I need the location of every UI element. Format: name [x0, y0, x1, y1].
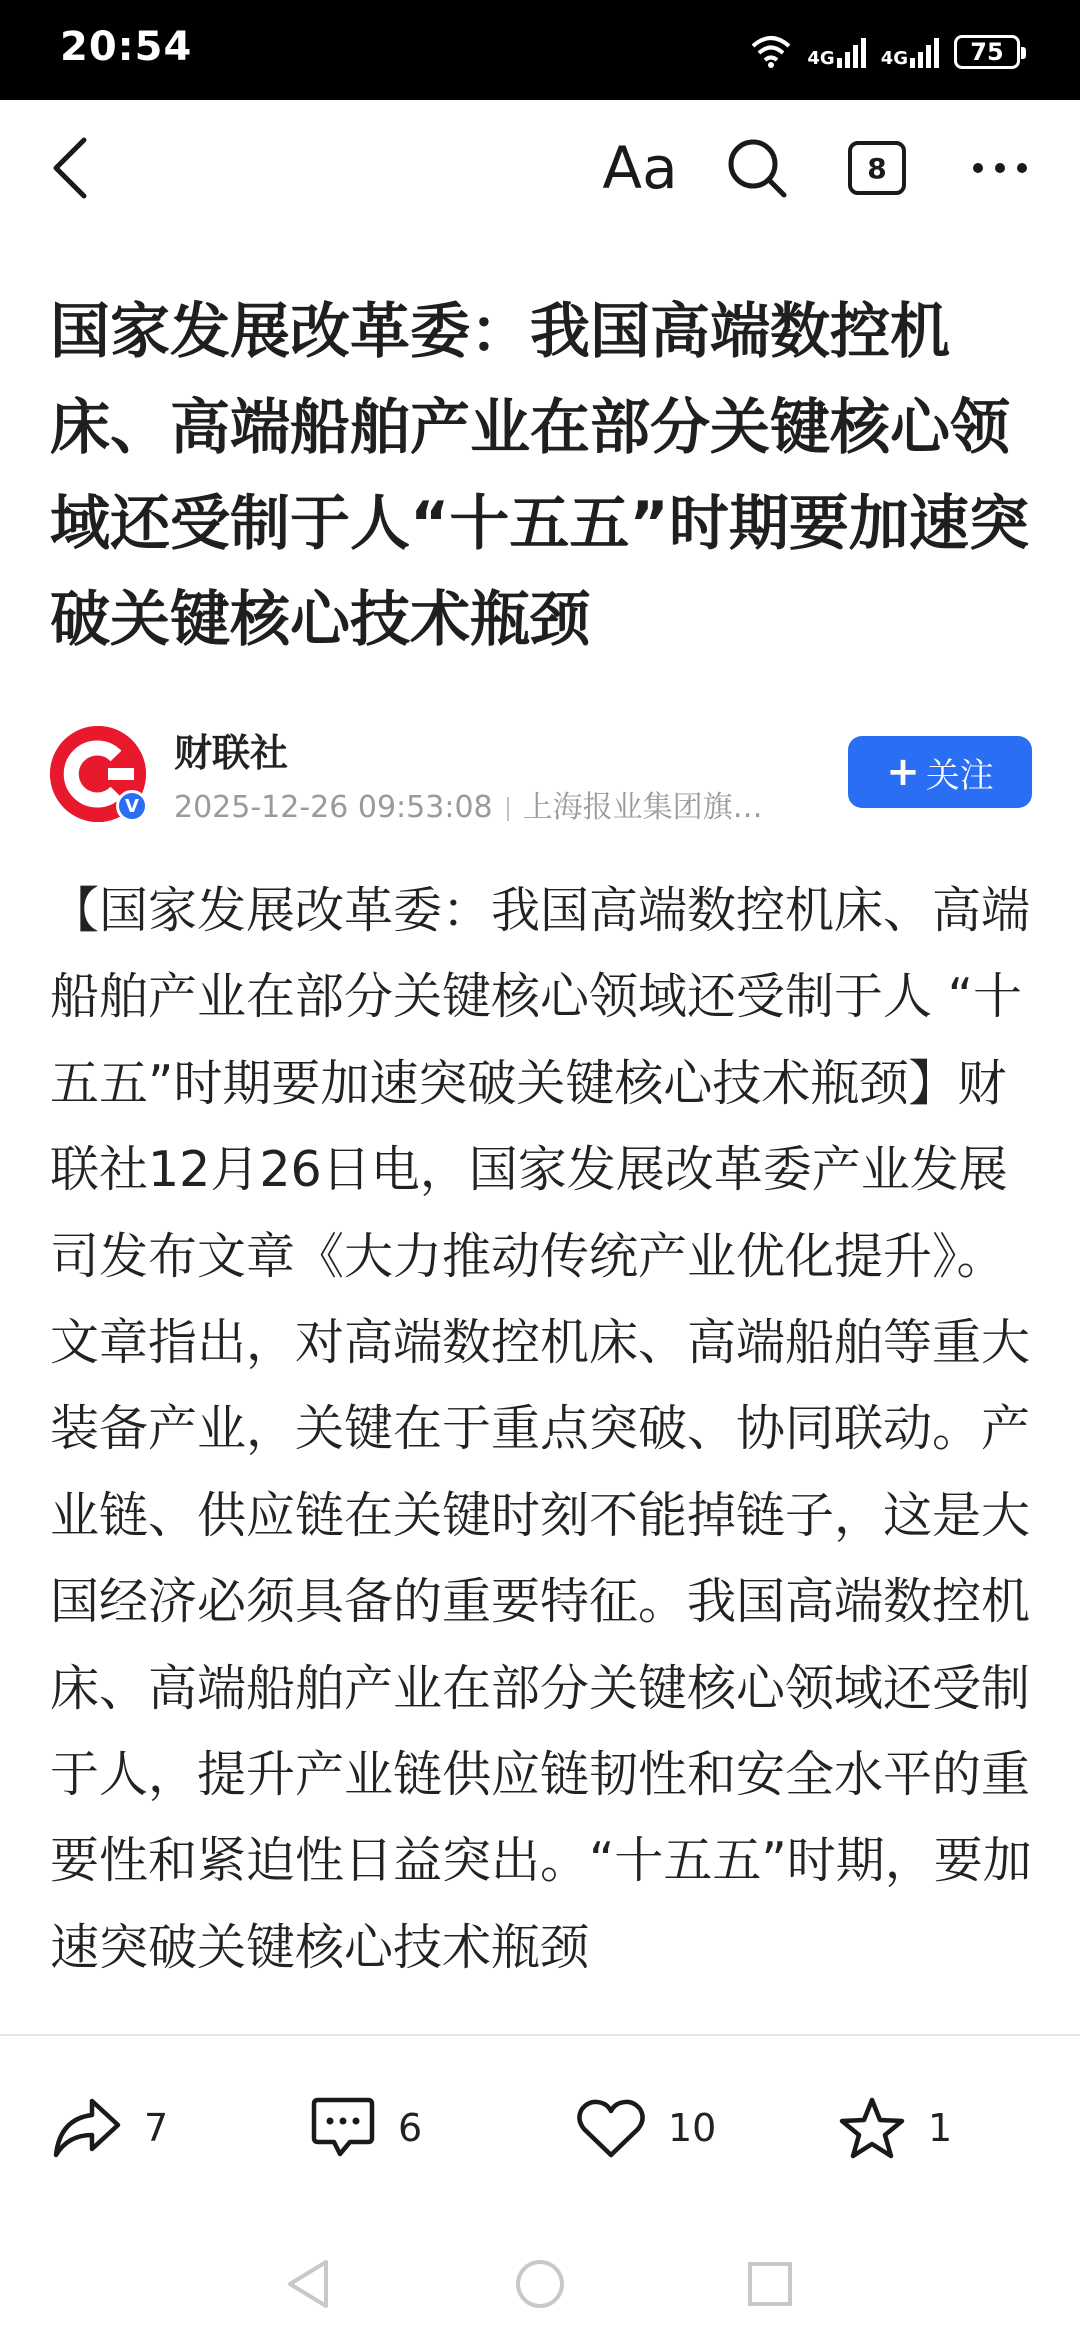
status-indicators	[749, 28, 1020, 76]
status-time: 20:54	[60, 24, 193, 70]
author-name[interactable]: 财联社	[174, 731, 289, 775]
battery-level: 75	[970, 38, 1004, 66]
system-back-icon[interactable]	[280, 2256, 336, 2312]
system-recent-apps-icon[interactable]	[742, 2256, 798, 2312]
author-meta	[174, 782, 763, 826]
back-icon[interactable]	[40, 130, 100, 206]
comment-icon	[310, 2096, 376, 2160]
system-nav-bar	[0, 2216, 1080, 2340]
battery-indicator	[954, 35, 1020, 69]
network-type-label: 4G	[807, 48, 835, 69]
like-button[interactable]	[576, 2090, 716, 2166]
share-icon	[52, 2097, 122, 2159]
tabs-button[interactable]	[842, 130, 912, 206]
font-size-label: Aa	[602, 134, 678, 202]
signal-bars-icon	[837, 36, 867, 68]
font-size-button[interactable]	[596, 130, 684, 206]
favorite-count: 1	[928, 2106, 953, 2150]
share-button[interactable]	[52, 2090, 168, 2166]
search-icon[interactable]	[722, 130, 792, 206]
avatar[interactable]	[50, 726, 146, 822]
signal-bars-icon	[910, 36, 940, 68]
follow-label: 关注	[925, 755, 994, 796]
cell-signal-2	[881, 36, 940, 68]
action-bar	[0, 2036, 1080, 2216]
publisher-source: 上海报业集团旗…	[522, 790, 763, 825]
heart-icon	[576, 2097, 646, 2159]
wifi-icon	[749, 34, 793, 70]
article-body: 【国家发展改革委：我国高端数控机床、高端船舶产业在部分关键核心领域还受制于人 “十五五”时期要加速突破关键核心技术瓶颈】财联社12月26日电，国家发展改革委产业发展司发布文章《大力推动传统产业优化提升》。文章指出，对高端数控机床、高端船舶等重大装备产业，关键在于重点突破、协同联动。产业链、供应链在关键时刻不能掉链子，这是大国经济必须具备的重要特征。我国高端数控机床、高端船舶产业在部分关键核心领域还受制于人，提升产业链供应链韧性和安全水平的重要性和紧迫性日益突出。“十五五”时期，要加速突破关键核心技术瓶颈	[50, 882, 1032, 1976]
share-count: 7	[144, 2106, 169, 2150]
like-count: 10	[668, 2106, 717, 2150]
cell-signal-1	[807, 36, 866, 68]
top-nav	[0, 100, 1080, 236]
plus-icon: +	[886, 749, 920, 795]
star-icon	[838, 2096, 906, 2160]
favorite-button[interactable]	[838, 2090, 952, 2166]
more-options-icon[interactable]	[960, 130, 1040, 206]
tab-count: 8	[848, 141, 906, 195]
comment-button[interactable]	[310, 2090, 422, 2166]
verified-badge-icon: V	[116, 790, 148, 822]
author-row	[50, 722, 1040, 832]
status-bar	[0, 0, 1080, 100]
article-title: 国家发展改革委：我国高端数控机床、高端船舶产业在部分关键核心领域还受制于人“十五五”时期要加速突破关键核心技术瓶颈	[50, 297, 1029, 655]
publish-datetime: 2025-12-26 09:53:08	[174, 790, 493, 825]
comment-count: 6	[398, 2106, 423, 2150]
follow-button[interactable]	[848, 736, 1032, 808]
network-type-label: 4G	[880, 48, 908, 69]
meta-divider	[507, 797, 509, 821]
system-home-icon[interactable]	[512, 2256, 568, 2312]
